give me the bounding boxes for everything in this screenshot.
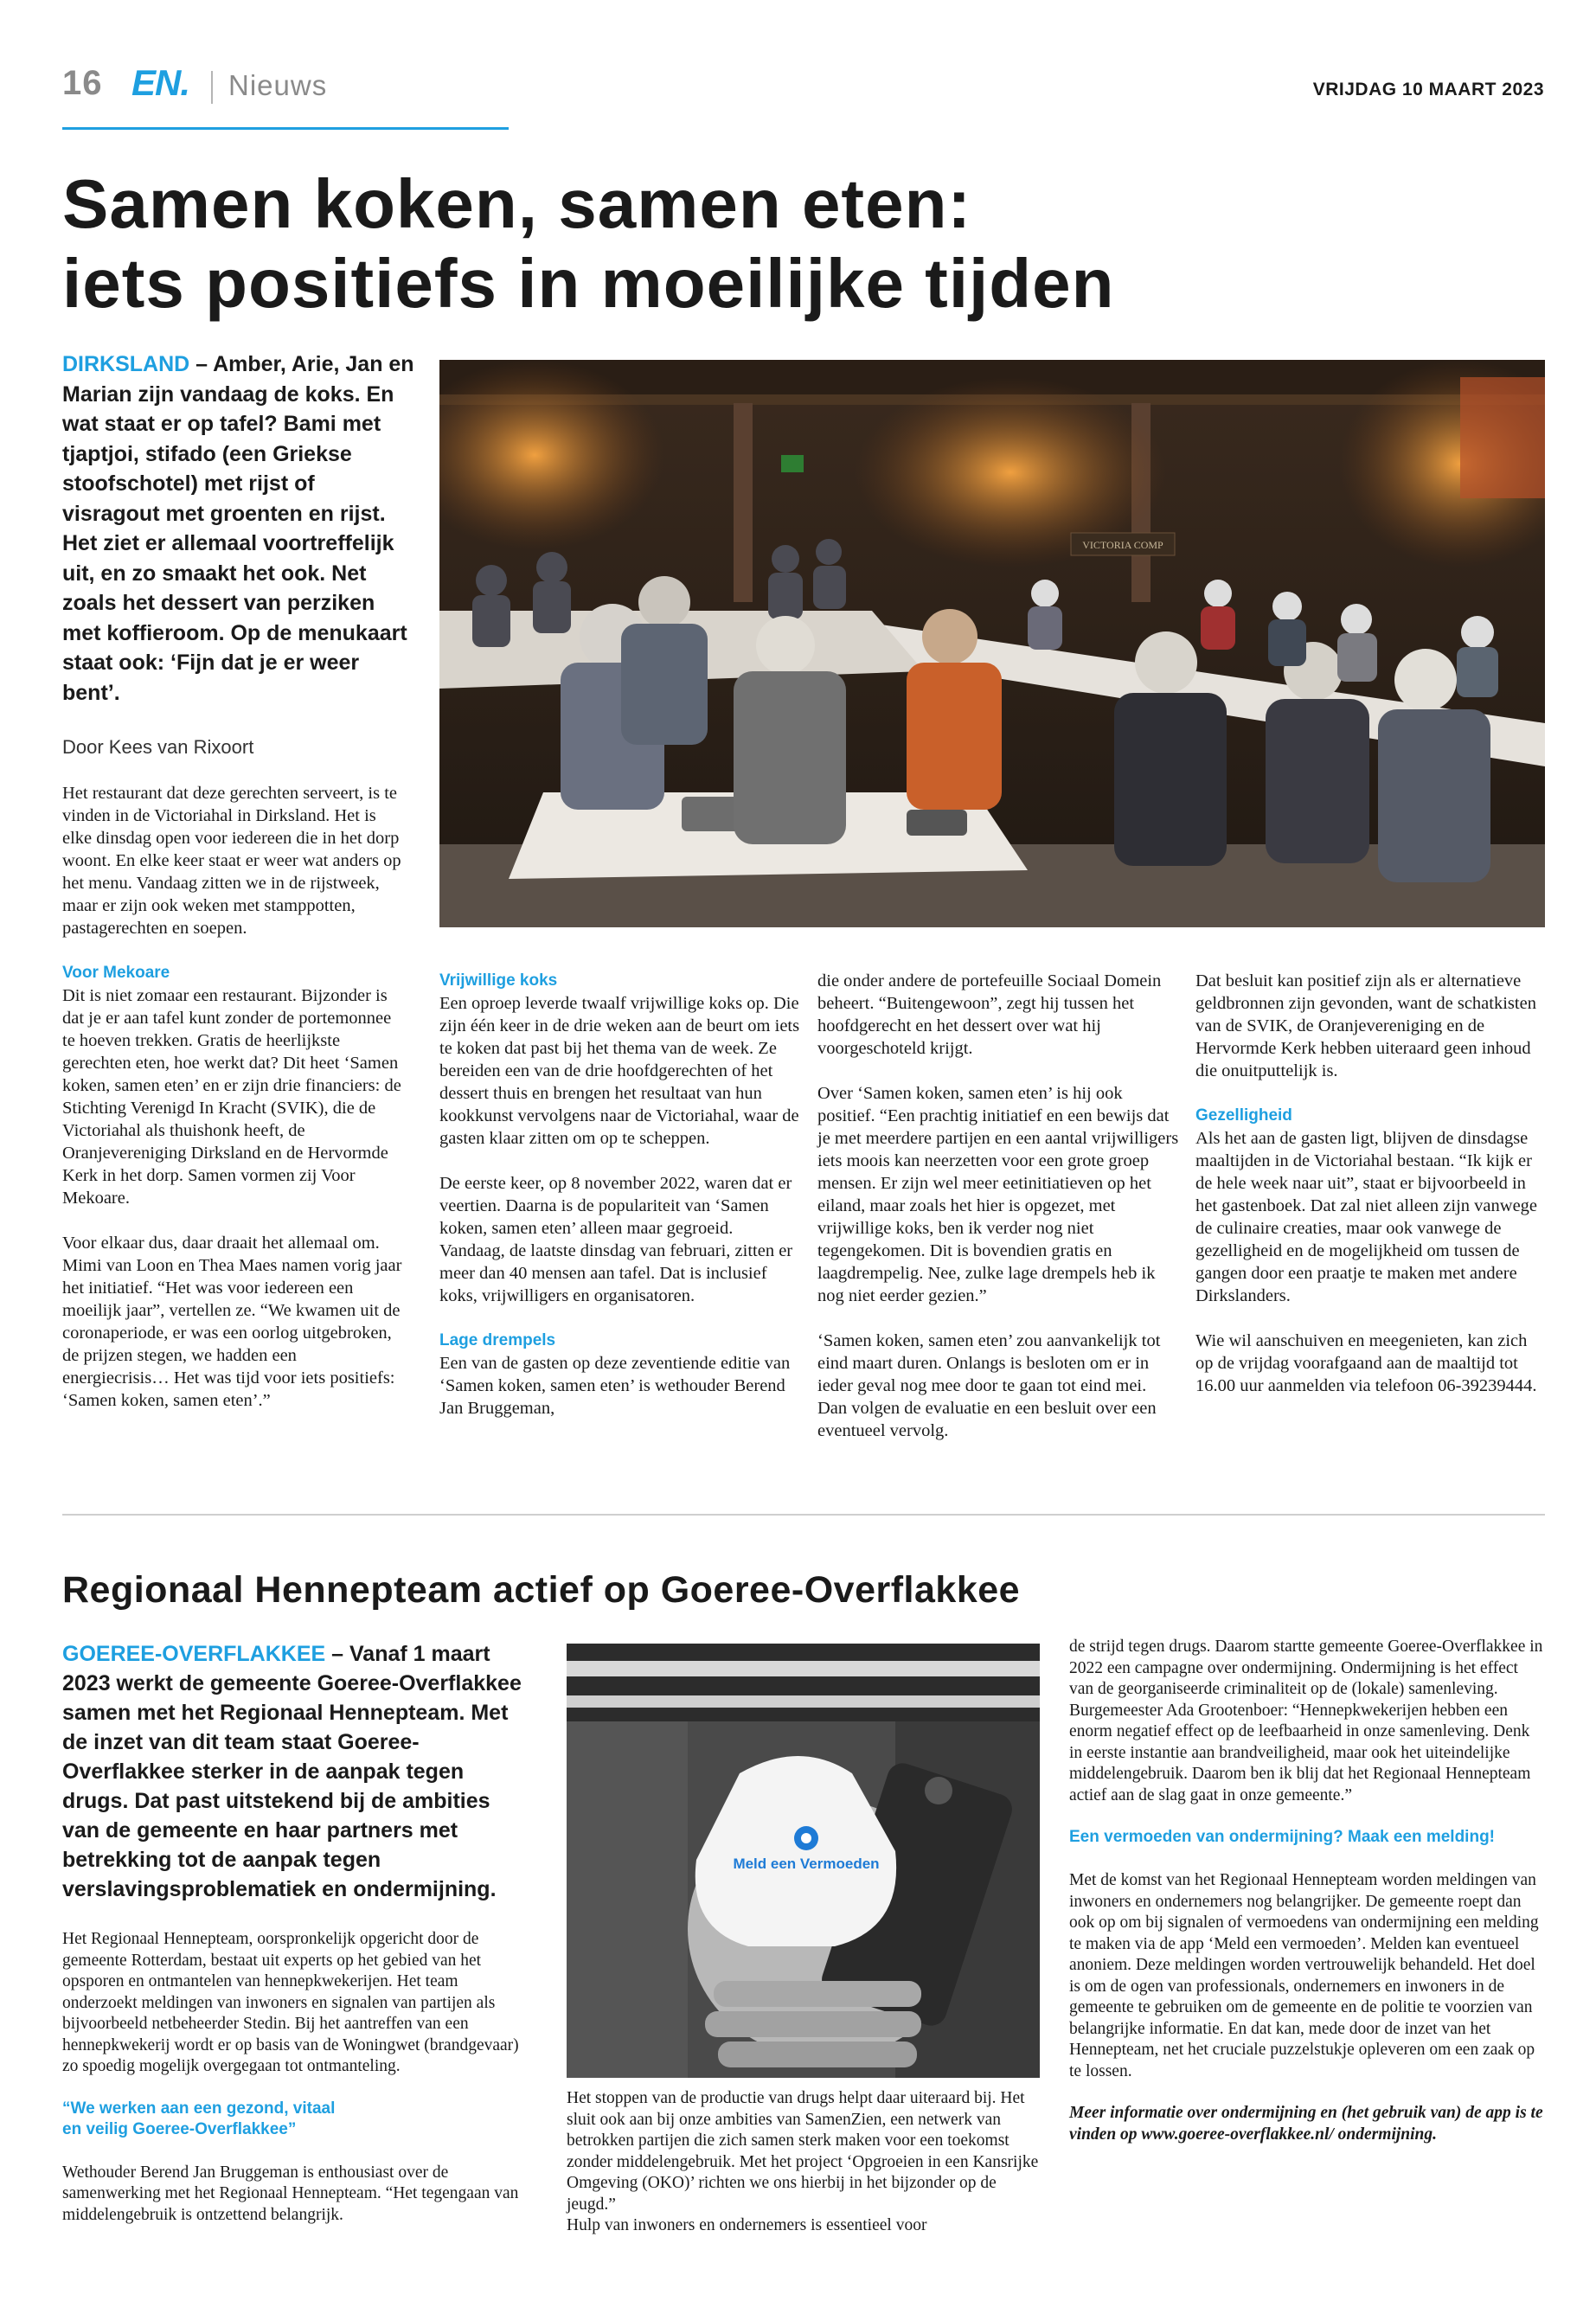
subhead-melding: Een vermoeden van ondermijning? Maak een melding!	[1069, 1828, 1495, 1846]
paragraph: Een van de gasten op deze zeventiende editie van ‘Samen koken, samen eten’ is wethouder Berend Jan Bruggeman,	[439, 1354, 791, 1418]
dining-hall-photo	[439, 360, 1545, 927]
paragraph: Met de komst van het Regionaal Hennepteam worden meldingen van inwoners en ondernemers nog belangrijker. De gemeente roept dan ook op om bij signalen of vermoedens van ondermijning een melding te maken via de app ‘Meld een vermoeden’. Melden kan eventueel anoniem. Deze meldingen worden vertrouwelijk behandeld. Het doel is om de ogen van professionals, ondernemers en inwoners in de gemeente te gebruiken om de gemeente en de politie te voorzien van belangrijke informatie. En dat kan, mede door de inzet van het Hennepteam, net het cruciale puzzelstukje opleveren om een zaak op te lossen.	[1069, 1871, 1539, 2080]
article1-lead	[62, 349, 417, 708]
hall-sign: VICTORIA COMP	[1082, 539, 1163, 551]
subhead-lage-drempels: Lage drempels	[439, 1331, 556, 1349]
article1-column-3	[817, 970, 1179, 1465]
paragraph: Dit is niet zomaar een restaurant. Bijzonder is dat je er aan tafel kunt zonder de portemonnee te hoeven trekken. Gratis de heerlijkste gerechten eten, hoe werkt dat? Dit heet ‘Samen koken, samen eten’ en er zijn drie financiers: de Stichting Verenigd In Kracht (SVIK), die de Victoriahal als thuishonk heeft, de Oranjevereniging Dirksland en de Hervormde Kerk in het dorp. Samen vormen zij Voor Mekoare.	[62, 986, 401, 1208]
paragraph: de strijd tegen drugs. Daarom startte gemeente Goeree-Overflakkee in 2022 een campagne over ondermijning. Ondermijning is het effect van de georganiseerde criminaliteit op de (lokale) samenleving. Burgemeester Ada Grootenboer: “Hennepkwekerijen hebben een enorm negatief effect op de leefbaarheid in onze samenleving. Denk in eerste instantie aan brandveiligheid, maar ook het uiteindelijke middelengebruik. Daarom ben ik blij dat het Regionaal Hennepteam actief aan de slag gaat in onze gemeente.”	[1069, 1638, 1543, 1804]
info-note: Meer informatie over ondermijning en (het gebruik van) de app is te vinden op www.goeree-overflakkee.nl/ ondermijning.	[1069, 2104, 1543, 2144]
paragraph: Dat besluit kan positief zijn als er alternatieve geldbronnen zijn gevonden, want de schatkisten van de SVIK, de Oranjevereniging en de Hervormde Kerk hebben uiteraard geen inhoud die onuitputtelijk is.	[1195, 971, 1536, 1080]
meld-een-vermoeden-photo	[567, 1644, 1040, 2078]
paragraph: Een oproep leverde twaalf vrijwillige koks op. Die zijn één keer in de drie weken aan de beurt om iets te koken dat past bij het thema van de week. Ze bereiden een van de drie hoofdgerechten of het dessert thuis en brengen het resultaat van hun kookkunst vervolgens naar de Victoriahal, waar de gasten klaar zitten om op te scheppen.	[439, 994, 800, 1148]
subhead-voor-mekoare: Voor Mekoare	[62, 964, 170, 982]
app-name-label: Meld een Vermoeden	[733, 1856, 880, 1872]
byline: Door Kees van Rixoort	[62, 736, 254, 758]
article2-column-2	[567, 2088, 1042, 2237]
headline-line-2: iets positiefs in moeilijke tijden	[62, 245, 1115, 322]
page-number: 16	[62, 64, 103, 102]
newspaper-logo: EN.	[131, 62, 190, 103]
paragraph: De eerste keer, op 8 november 2022, waren dat er veertien. Daarna is de populariteit van ‘Samen koken, samen eten’ alleen maar gegroeid. Vandaag, de laatste dinsdag van februari, zitten er meer dan 40 mensen aan tafel. Dat is inclusief koks, vrijwilligers en organisatoren.	[439, 1174, 793, 1305]
dateline-place: GOEREE-OVERFLAKKEE	[62, 1642, 326, 1666]
article1-headline	[62, 164, 1533, 324]
article1-column-1	[62, 782, 407, 1434]
phone-app-illustration	[567, 1644, 1040, 2078]
paragraph: Het Regionaal Hennepteam, oorspronkelijk opgericht door de gemeente Rotterdam, bestaat uit experts op het gebied van het opsporen en ontmantelen van hennepkwekerijen. Het team onderzoekt meldingen van inwoners en signalen van partijen als bijvoorbeeld netbeheerder Stedin. Bij het aantreffen van een hennepkwekerij wordt er op basis van de Woningwet (brandgevaar) zo spoedig mogelijk overgegaan tot ontmanteling.	[62, 1930, 519, 2075]
subhead-gezelligheid: Gezelligheid	[1195, 1106, 1292, 1125]
paragraph: ‘Samen koken, samen eten’ zou aanvankelijk tot eind maart duren. Onlangs is besloten om er in ieder geval nog mee door te gaan tot eind mei. Dan volgen de evaluatie en een besluit over een eventueel vervolg.	[817, 1331, 1161, 1440]
article2-lead	[62, 1639, 529, 1904]
paragraph: Hulp van inwoners en ondernemers is essentieel voor	[567, 2216, 927, 2234]
headline-line-1: Samen koken, samen eten:	[62, 165, 972, 242]
paragraph: die onder andere de portefeuille Sociaal Domein beheert. “Buitengewoon”, zegt hij tussen het hoofdgerecht en het dessert over wat hij voorgeschoteld krijgt.	[817, 971, 1162, 1058]
issue-date: VRIJDAG 10 MAART 2023	[1312, 80, 1544, 99]
lead-text: – Vanaf 1 maart 2023 werkt de gemeente Goeree-Overflakkee samen met het Regionaal Hennepteam. Met de inzet van dit team staat Goeree-Overflakkee sterker in de aanpak tegen drugs. Dat past uitstekend bij de ambities van de gemeente en haar partners met betrekking tot de aanpak tegen verslavingsproblematiek en ondermijning.	[62, 1642, 522, 1901]
section-name: Nieuws	[228, 69, 328, 101]
article1-column-4	[1195, 970, 1545, 1420]
paragraph: Het restaurant dat deze gerechten serveert, is te vinden in de Victoriahal in Dirksland. Het is elke dinsdag open voor iedereen die in het dorp woont. En elke keer staat er weer wat anders op het menu. Vandaag zitten we in de rijstweek, maar er zijn ook weken met stamppotten, pastagerechten en soepen.	[62, 784, 401, 938]
paragraph: Wie wil aanschuiven en meegenieten, kan zich op de vrijdag voorafgaand aan de maaltijd tot 16.00 uur aanmelden via telefoon 06-39239444.	[1195, 1331, 1537, 1395]
header-rule	[62, 127, 509, 130]
header-divider	[211, 71, 213, 104]
article2-column-3	[1069, 1637, 1545, 2145]
subhead-quote: “We werken aan een gezond, vitaal en veilig Goeree-Overflakkee”	[62, 2099, 336, 2138]
article-separator	[62, 1514, 1545, 1516]
article1-column-2	[439, 970, 801, 1442]
paragraph: Over ‘Samen koken, samen eten’ is hij ook positief. “Een prachtig initiatief en een bewijs dat je met meerdere partijen en een aantal vrijwilligers iets moois kan neerzetten voor een grote groep mensen. Er zijn wel meer eetinitiatieven op het eiland, maar zoals het hier is opgezet, met vrijwillige koks, ben ik verder nog niet tegengekomen. Dit is bovendien gratis en laagdrempelig. Nee, zulke lage drempels heb ik nog niet eerder gezien.”	[817, 1084, 1179, 1305]
article2-headline: Regionaal Hennepteam actief op Goeree-Overflakkee	[62, 1569, 1021, 1611]
lead-text: – Amber, Arie, Jan en Marian zijn vandaag de koks. En wat staat er op tafel? Bami met tjaptjoi, stifado (een Griekse stoofschotel) met rijst of visragout met groenten en rijst. Het ziet er allemaal voortreffelijk uit, en zo smaakt het ook. Net zoals het dessert van perziken met koffieroom. Op de menukaart staat ook: ‘Fijn dat je er weer bent’.	[62, 352, 414, 705]
subhead-vrijwillige-koks: Vrijwillige koks	[439, 971, 558, 990]
dining-hall-illustration	[439, 360, 1545, 927]
paragraph: Wethouder Berend Jan Bruggeman is enthousiast over de samenwerking met het Regionaal Hennepteam. “Het tegengaan van middelengebruik is ontzettend belangrijk.	[62, 2163, 519, 2224]
paragraph: Voor elkaar dus, daar draait het allemaal om. Mimi van Loon en Thea Maes namen vorig jaar het initiatief. “Het was voor iedereen een moeilijk jaar”, vertellen ze. “We kwamen uit de coronaperiode, er was een oorlog uitgebroken, de prijzen stegen, we hadden een energiecrisis… Het was tijd voor iets positiefs: ‘Samen koken, samen eten’.”	[62, 1234, 402, 1410]
dateline-place: DIRKSLAND	[62, 352, 190, 376]
paragraph: Het stoppen van de productie van drugs helpt daar uiteraard bij. Het sluit ook aan bij onze ambities van SamenZien, een netwerk van betrokken partijen die zich samen sterk maken voor een toekomst zonder middelengebruik. Met het project ‘Opgroeien in een Kansrijke Omgeving (OKO)’ richten we ons hierbij in het bijzonder op de jeugd.”	[567, 2089, 1039, 2214]
article2-column-1	[62, 1929, 529, 2226]
paragraph: Als het aan de gasten ligt, blijven de dinsdagse maaltijden in de Victoriahal bestaan. “Ik kijk er de hele week naar uit”, staat er bijvoorbeeld in het gastenboek. Dat zal niet alleen zijn vanwege de culinaire creaties, maar ook vanwege de gezelligheid en de mogelijkheid om tussen de gangen door een praatje te maken met andere Dirkslanders.	[1195, 1129, 1538, 1305]
